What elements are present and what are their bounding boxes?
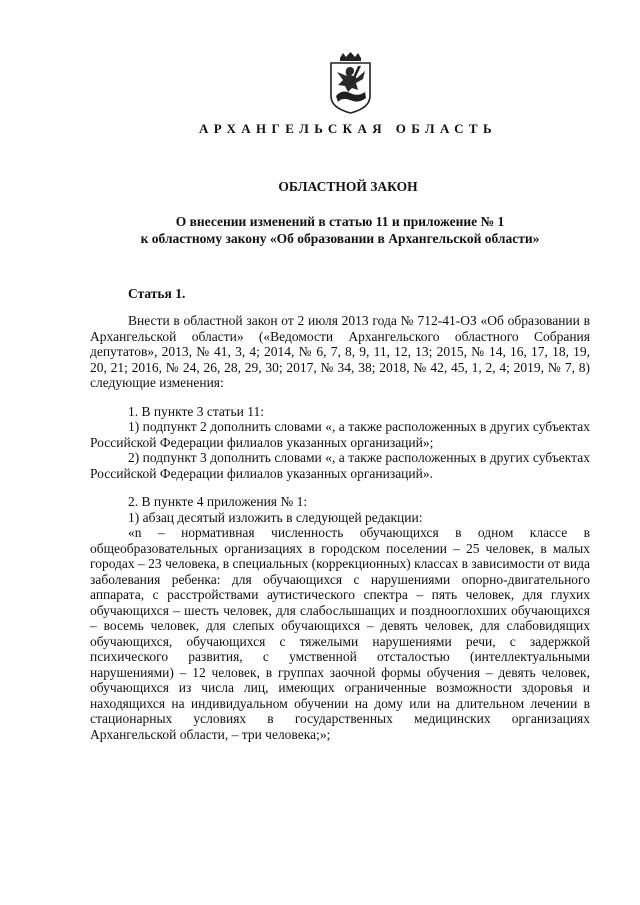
item-2-quoted-paragraph: «n – нормативная численность обучающихся в одном классе в общеобразовательных организациях в городском поселении – 25 человек, в малых городах – 23 человека, в специальных (коррекционных) классах в зависимости от вида заболевания ребенка: для обучающихся с нарушениями опорно-двигательного аппарата, с расстройствами аутистического спектра – пять человек, для глухих обучающихся – шесть человек, для слабослышащих и позднооглохших обучающихся – восемь человек, для слепых обучающихся – девять человек, для слабовидящих обучающихся, обучающихся с тяжелыми нарушениями речи, с задержкой психического развития, с умственной отсталостью (интеллектуальными нарушениями) – 12 человек, в группах заочной формы обучения – девять человек, обучающихся из числа лиц, имеющих ограниченные возможности здоровья и находящихся на индивидуальном обучении на дому или на длительном лечении в стационарных условиях в государственных медицинских организациях Архангельской области, – три человека;»; <box>90 525 590 742</box>
item-1-heading: 1. В пункте 3 статьи 11: <box>128 403 264 419</box>
paragraph-gap <box>90 391 590 404</box>
item-1-subitem-1: 1) подпункт 2 дополнить словами «, а также расположенных в других субъектах Российской Федерации филиалов указанных организаций»; <box>90 419 590 450</box>
article-heading: Статья 1. <box>128 286 186 301</box>
article-intro-paragraph: Внести в областной закон от 2 июля 2013 года № 712-41-ОЗ «Об образовании в Архангельской области» («Ведомости Архангельского областного Собрания депутатов», 2013, № 41, 3, 4; 2014, № 6, 7, 8, 9, 11, 12, 13; 2015, № 14, 16, 17, 18, 19, 20, 21; 2016, № 24, 26, 28, 29, 30; 2017, № 34, 38; 2018, № 42, 45, 1, 2, 4; 2019, № 7, 8) следующие изменения: <box>90 313 590 390</box>
law-title <box>90 213 590 247</box>
item-1-subitem-2: 2) подпункт 3 дополнить словами «, а также расположенных в других субъектах Российской Федерации филиалов указанных организаций». <box>90 450 590 481</box>
region-name: АРХАНГЕЛЬСКАЯ ОБЛАСТЬ <box>199 121 497 136</box>
paragraph-gap <box>90 481 590 494</box>
crown-shape <box>340 52 361 61</box>
law-title-line-2: к областному закону «Об образовании в Архангельской области» <box>140 231 540 246</box>
law-type-heading: ОБЛАСТНОЙ ЗАКОН <box>278 179 418 194</box>
coat-of-arms-svg <box>328 52 373 114</box>
law-title-line-1: О внесении изменений в статью 11 и приложение № 1 <box>175 214 505 229</box>
item-2-subitem-1: 1) абзац десятый изложить в следующей редакции: <box>128 509 423 525</box>
item-2-heading: 2. В пункте 4 приложения № 1: <box>128 494 308 509</box>
article-body <box>90 313 590 742</box>
arkhangelsk-coat-of-arms-icon <box>328 52 373 114</box>
